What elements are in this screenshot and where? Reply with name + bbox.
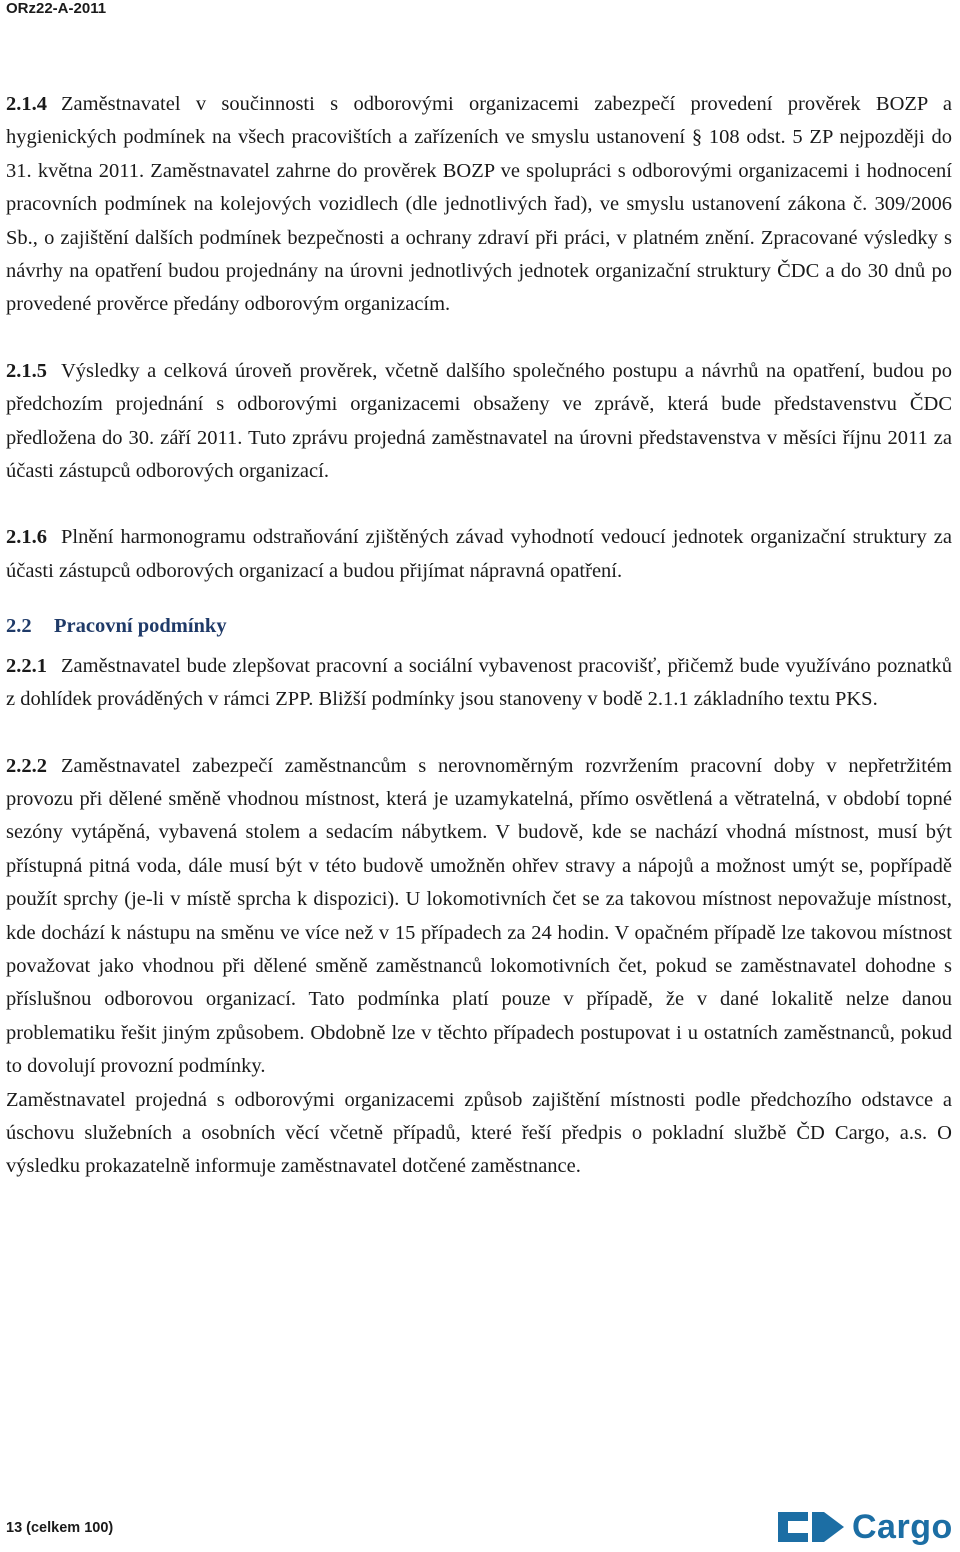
section-heading-2-2 xyxy=(6,610,952,643)
document-body xyxy=(6,88,952,1184)
paragraph-number: 2.2.2 xyxy=(6,754,47,777)
paragraph-text: Zaměstnavatel v součinnosti s odborovými organizacemi zabezpečí provedení prověrek BOZP a hygienických podmínek na všech pracovištích a zařízeních ve smyslu ustanovení § 108 odst. 5 ZP nejpozději do 31. května 2011. Zaměstnavatel zahrne do prověrek BOZP ve spolupráci s odborovými organizacemi i hodnocení pracovních podmínek na kolejových vozidlech (dle jednotlivých řad), ve smyslu ustanovení zákona č. 309/2006 Sb., o zajištění dalších podmínek bezpečnosti a ochrany zdraví při práci, v platném znění. Zpracované výsledky s návrhy na opatření budou projednány na úrovni jednotlivých jednotek organizační struktury ČDC a do 30 dnů po provedené prověrce předány odborovým organizacím. xyxy=(6,93,952,316)
paragraph-2-2-1 xyxy=(6,650,952,717)
paragraph-2-1-5 xyxy=(6,355,952,489)
paragraph-number: 2.1.4 xyxy=(6,93,47,115)
paragraph-2-1-6 xyxy=(6,521,952,588)
paragraph-text: Zaměstnavatel bude zlepšovat pracovní a sociální vybavenost pracovišť, přičemž bude využíváno poznatků z dohlídek prováděných v rámci ZPP. Bližší podmínky jsou stanoveny v bodě 2.1.1 základního textu PKS. xyxy=(6,654,952,711)
page-number: 13 (celkem 100) xyxy=(6,1520,114,1536)
paragraph-text: Zaměstnavatel projedná s odborovými organizacemi způsob zajištění místnosti podle předchozího odstavce a úschovu služebních a osobních věcí včetně případů, které řeší předpis o pokladní službě ČD Cargo, a.s. O výsledku prokazatelně informuje zaměstnavatel dotčené zaměstnance. xyxy=(6,1088,952,1178)
paragraph-text: Výsledky a celková úroveň prověrek, včetně dalšího společného postupu a návrhů na opatření, budou po předchozím projednání s odborovými organizacemi obsaženy ve zprávě, která bude představenstvu ČDC předložena do 30. září 2011. Tuto zprávu projedná zaměstnavatel na úrovni představenstva v měsíci říjnu 2011 za účasti zástupců odborových organizací. xyxy=(6,359,952,483)
paragraph-number: 2.1.6 xyxy=(6,526,47,549)
paragraph-text: Plnění harmonogramu odstraňování zjištěných závad vyhodnotí vedoucí jednotek organizační struktury za účasti zástupců odborových organizací a budou přijímat nápravná opatření. xyxy=(6,526,952,582)
paragraph-2-1-4 xyxy=(6,88,952,322)
cd-cargo-logo xyxy=(778,1508,956,1546)
section-number: 2.2 xyxy=(6,615,32,638)
logo-text: Cargo xyxy=(852,1507,953,1546)
paragraph-number: 2.1.5 xyxy=(6,359,47,382)
paragraph-2-2-2 xyxy=(6,750,952,1084)
paragraph-2-2-2-continued xyxy=(6,1084,952,1184)
cd-cargo-logo-icon xyxy=(778,1508,848,1546)
paragraph-text: Zaměstnavatel zabezpečí zaměstnancům s nerovnoměrným rozvržením pracovní doby v nepřetržitém provozu při dělené směně vhodnou místnost, která je uzamykatelná, přímo osvětlená a větratelná, v období topné sezóny vytápěná, vybavená stolem a sedacím nábytkem. V budově, kde se nachází vhodná místnost, musí být přístupná pitná voda, dále musí být v této budově umožněn ohřev stravy a nápojů a možnost umýt se, popřípadě použít sprchy (je-li v místě sprcha k dispozici). U lokomotivních čet se za takovou místnost nepovažuje místnost, kde dochází k nástupu na směnu ve více než v 15 případech za 24 hodin. V opačném případě lze takovou místnost považovat jako vhodnou při dělené směně zaměstnanců lokomotivních čet, pokud se zaměstnavatel dohodne s příslušnou odborovou organizací. Tato podmínka platí pouze v případě, že v dané lokalitě nelze danou problematiku řešit jiným způsobem. Obdobně lze v těchto případech postupovat i u ostatních zaměstnanců, pokud to dovolují provozní podmínky. xyxy=(6,754,952,1078)
document-code: ORz22-A-2011 xyxy=(6,0,107,17)
section-title: Pracovní podmínky xyxy=(54,615,227,638)
paragraph-number: 2.2.1 xyxy=(6,654,47,677)
